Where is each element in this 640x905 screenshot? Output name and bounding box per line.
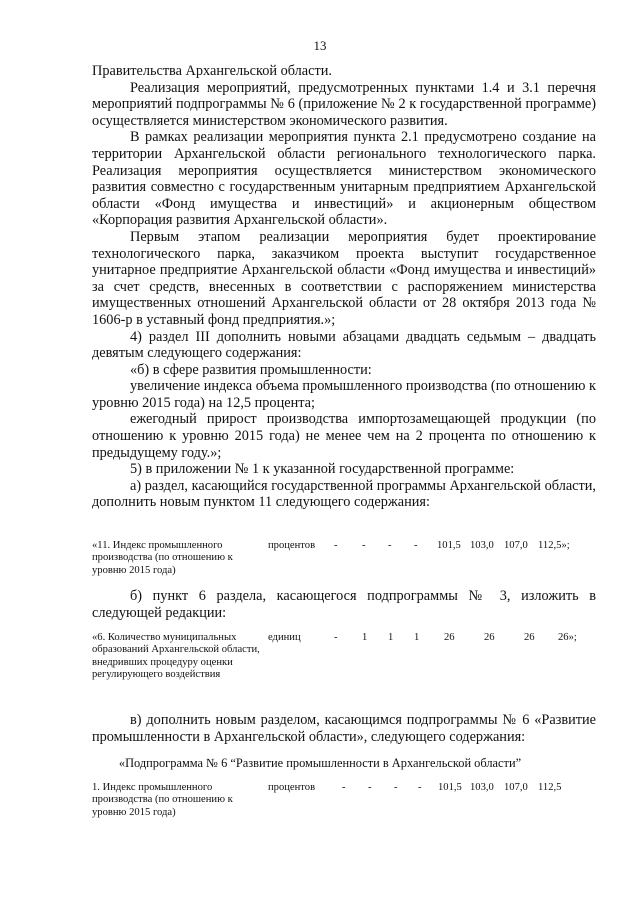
indicator-value: - xyxy=(342,782,346,793)
indicator-value: 26 xyxy=(524,632,535,643)
paragraph: а) раздел, касающийся государственной программы Архангельской области, дополнить новым пунктом 11 следующего содержания: xyxy=(92,477,596,511)
indicator-value: 107,0 xyxy=(504,540,528,551)
indicator-unit: процентов xyxy=(268,782,316,793)
indicator-value: 1 xyxy=(362,632,368,643)
indicator-value: - xyxy=(362,540,366,551)
indicator-value: 112,5»; xyxy=(538,540,570,551)
indicator-name: 1. Индекс промышленного производства (по отношению к уровню 2015 года) xyxy=(92,782,233,818)
indicator-value: - xyxy=(388,540,392,551)
paragraph: 4) раздел III дополнить новыми абзацами двадцать седьмым – двадцать девятым следующего содержания: xyxy=(92,328,596,362)
indicator-name: «11. Индекс промышленного производства (по отношению к уровню 2015 года) xyxy=(92,540,233,576)
indicator-value: - xyxy=(334,632,338,643)
page-number: 13 xyxy=(313,38,327,53)
indicator-value: 107,0 xyxy=(504,782,528,793)
indicator-value: 103,0 xyxy=(470,540,494,551)
subprogram-heading: «Подпрограмма № 6 “Развитие промышленности в Архангельской области” xyxy=(118,756,522,770)
indicator-value: 112,5 xyxy=(538,782,562,793)
indicator-value: 101,5 xyxy=(438,782,462,793)
indicator-value: 103,0 xyxy=(470,782,494,793)
paragraph: Первым этапом реализации мероприятия будет проектирование технологического парка, заказчиком проекта выступит государственное унитарное предприятие Архангельской области «Фонд имущества и инвестиций» за счет средств, внесенных в соответствии с распоряжением министерства имущественных отношений Архангельской области от 28 октября 2013 года № 1606-р в уставный фонд предприятия.»; xyxy=(92,228,596,328)
indicator-value: 1 xyxy=(414,632,420,643)
indicator-name: «6. Количество муниципальных образований Архангельской области, внедривших процедуру оценки регулирующего воздействия xyxy=(92,632,260,681)
indicator-value: - xyxy=(418,782,422,793)
indicator-value: 26»; xyxy=(558,632,577,643)
indicator-unit: процентов xyxy=(268,540,316,551)
indicator-value: 1 xyxy=(388,632,394,643)
indicator-value: - xyxy=(394,782,398,793)
document-body xyxy=(92,63,596,511)
indicator-unit: единиц xyxy=(268,632,301,643)
indicator-value: 26 xyxy=(444,632,455,643)
paragraph-b-block xyxy=(92,588,596,621)
paragraph: 5) в приложении № 1 к указанной государственной программе: xyxy=(130,461,515,478)
indicator-value: 101,5 xyxy=(437,540,461,551)
indicator-value: - xyxy=(414,540,418,551)
paragraph: увеличение индекса объема промышленного производства (по отношению к уровню 2015 года) на 12,5 процента; xyxy=(92,378,596,411)
paragraph: б) пункт 6 раздела, касающегося подпрограммы № 3, изложить в следующей редакции: xyxy=(92,588,596,621)
paragraph: ежегодный прирост производства импортозамещающей продукции (по отношению к уровню 2015 года) не менее чем на 2 процента по отношению к предыдущему году.»; xyxy=(92,411,596,461)
indicator-value: 26 xyxy=(484,632,495,643)
paragraph: В рамках реализации мероприятия пункта 2.1 предусмотрено создание на территории Архангельской области регионального технологического парка. Реализация мероприятия осуществляется министерством экономического развития совместно с государственным унитарным предприятием Архангельской области «Фонд имущества и инвестиций» и акционерным обществом «Корпорация развития Архангельской области». xyxy=(92,129,596,229)
paragraph: «б) в сфере развития промышленности: xyxy=(130,361,372,378)
paragraph-v-block xyxy=(92,712,596,745)
paragraph: Правительства Архангельской области. xyxy=(92,63,332,79)
paragraph: в) дополнить новым разделом, касающимся подпрограммы № 6 «Развитие промышленности в Архангельской области», следующего содержания: xyxy=(92,712,596,745)
indicator-value: - xyxy=(368,782,372,793)
indicator-value: - xyxy=(334,540,338,551)
paragraph: Реализация мероприятий, предусмотренных пунктами 1.4 и 3.1 перечня мероприятий подпрограммы № 6 (приложение № 2 к государственной программе) осуществляется министерством экономического развития. xyxy=(92,79,596,129)
